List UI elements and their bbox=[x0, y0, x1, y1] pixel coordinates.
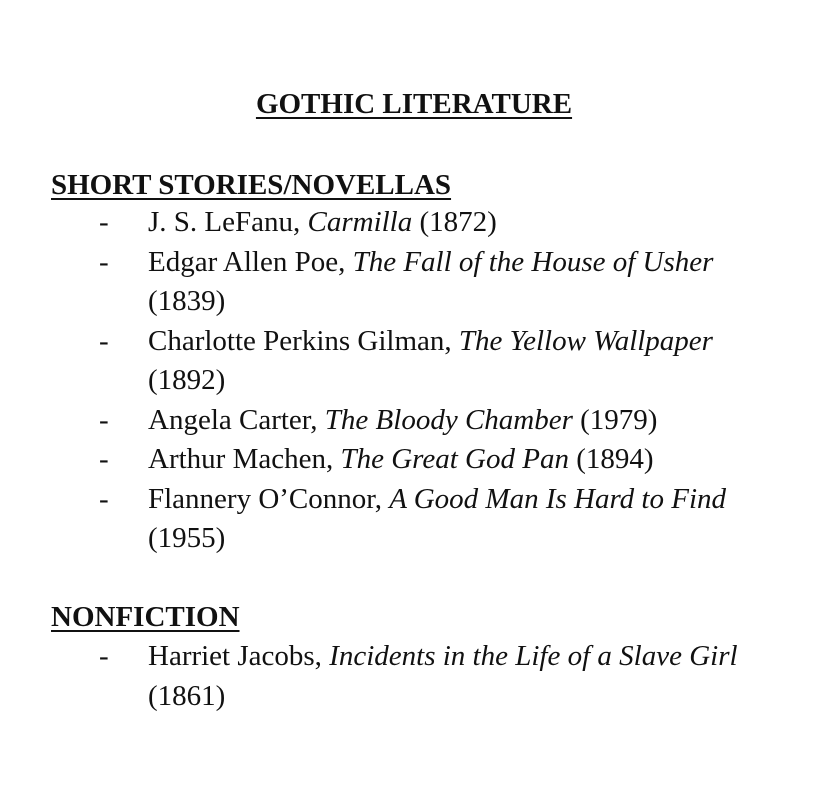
dash-bullet: - bbox=[99, 443, 109, 475]
entry-work-title: The Bloody Chamber bbox=[324, 403, 573, 436]
entry-year: (1892) bbox=[148, 364, 226, 396]
entry-author: Harriet Jacobs, bbox=[148, 640, 330, 672]
entry-author: Flannery O’Connor, bbox=[148, 482, 390, 515]
list-item bbox=[0, 203, 828, 243]
dash-bullet: - bbox=[99, 245, 109, 278]
dash-bullet: - bbox=[99, 206, 109, 238]
entry-year: (1839) bbox=[148, 285, 226, 317]
entry-work-title: The Fall of the House of Usher bbox=[352, 245, 714, 278]
page-title: GOTHIC LITERATURE bbox=[255, 88, 573, 120]
section-heading-nonfiction: NONFICTION bbox=[51, 601, 240, 633]
list-item bbox=[0, 637, 828, 716]
entry-text bbox=[148, 322, 768, 401]
entry-text bbox=[148, 637, 768, 716]
entry-year: (1872) bbox=[412, 206, 497, 238]
entry-work-title: The Yellow Wallpaper bbox=[458, 324, 713, 357]
entry-author: Angela Carter, bbox=[148, 403, 325, 436]
entry-text bbox=[148, 243, 768, 322]
entry-author: Edgar Allen Poe, bbox=[148, 245, 353, 278]
entry-author: Arthur Machen, bbox=[148, 443, 341, 475]
nonfiction-list bbox=[0, 637, 828, 716]
entry-text bbox=[148, 401, 768, 441]
entry-work-title: Carmilla bbox=[307, 206, 413, 238]
entry-author: Charlotte Perkins Gilman, bbox=[148, 324, 459, 357]
list-item bbox=[0, 480, 828, 559]
list-item bbox=[0, 243, 828, 322]
entry-year: (1955) bbox=[148, 522, 226, 554]
entry-work-title: The Great God Pan bbox=[340, 443, 569, 475]
entry-year: (1979) bbox=[572, 403, 658, 436]
list-item bbox=[0, 322, 828, 401]
entry-text bbox=[148, 440, 768, 480]
dash-bullet: - bbox=[99, 640, 109, 672]
entry-text bbox=[148, 480, 768, 559]
dash-bullet: - bbox=[99, 324, 109, 357]
entry-year: (1894) bbox=[568, 443, 654, 475]
entry-work-title: Incidents in the Life of a Slave Girl bbox=[329, 640, 738, 672]
entry-work-title: A Good Man Is Hard to Find bbox=[389, 482, 726, 515]
entry-text bbox=[148, 203, 768, 243]
entry-year: (1861) bbox=[148, 679, 226, 712]
entry-author: J. S. LeFanu, bbox=[148, 206, 308, 238]
section-heading-short-stories: SHORT STORIES/NOVELLAS bbox=[51, 169, 452, 201]
dash-bullet: - bbox=[99, 403, 109, 436]
short-stories-list bbox=[0, 203, 828, 559]
dash-bullet: - bbox=[99, 482, 109, 515]
list-item bbox=[0, 401, 828, 441]
list-item bbox=[0, 440, 828, 480]
